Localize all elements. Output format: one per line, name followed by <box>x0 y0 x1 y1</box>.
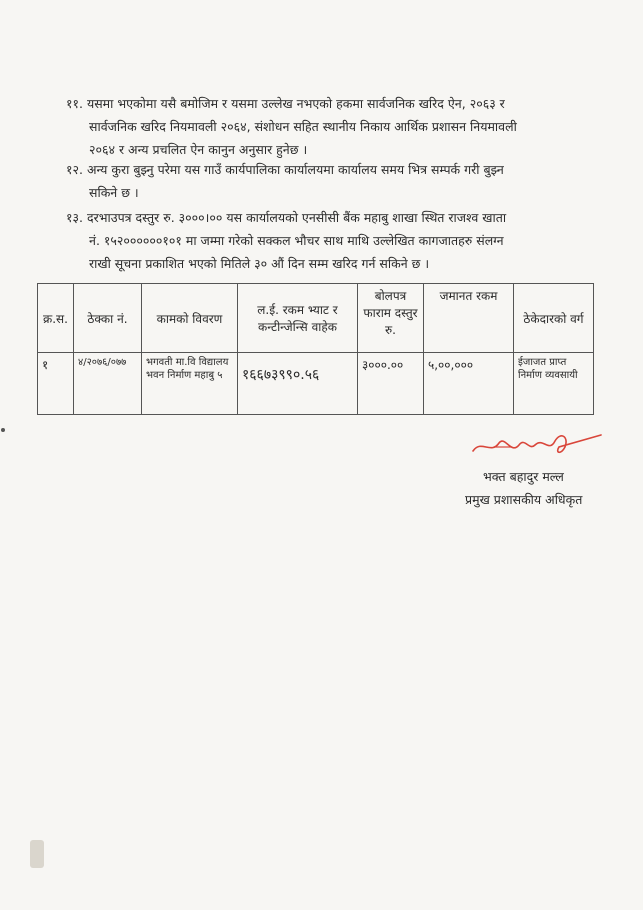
header-serial: क्र.स. <box>38 284 74 353</box>
signatory-name: भक्त बहादुर मल्ल <box>483 469 564 484</box>
table-row <box>38 353 594 415</box>
cell-bid-form-fee: ३०००.०० <box>358 353 424 415</box>
cell-estimated-amount: १६६७३९९०.५६ <box>238 353 358 415</box>
clause-11 <box>66 92 517 161</box>
header-bid-form-fee: बोलपत्र फाराम दस्तुर रु. <box>358 284 424 353</box>
clause-line: १२. अन्य कुरा बुझ्नु परेमा यस गाउँ कार्यपालिका कार्यालयमा कार्यालय समय भित्र सम्पर्क गरी बुझ्न <box>66 162 504 177</box>
clause-line: नं. १५२००००००१०१ मा जम्मा गरेको सक्कल भौचर साथ माथि उल्लेखित कागजातहरु संलग्न <box>89 233 504 248</box>
header-contract-no: ठेक्का नं. <box>74 284 142 353</box>
cell-serial: १ <box>38 353 74 415</box>
faded-mark <box>30 840 44 868</box>
scan-speck <box>1 428 5 432</box>
clause-line: राखी सूचना प्रकाशित भएको मितिले ३० औं दिन सम्म खरिद गर्न सकिने छ । <box>89 256 430 271</box>
header-security-amount: जमानत रकम <box>424 284 514 353</box>
clause-13 <box>66 206 506 275</box>
header-contractor-class: ठेकेदारको वर्ग <box>514 284 594 353</box>
cell-contract-no: ४/२०७६/०७७ <box>74 353 142 415</box>
cell-contractor-class: ईजाजत प्राप्त निर्माण व्यवसायी <box>514 353 594 415</box>
clause-line: सार्वजनिक खरिद नियमावली २०६४, संशोधन सहित स्थानीय निकाय आर्थिक प्रशासन नियमावली <box>89 119 517 134</box>
clause-12 <box>66 158 504 204</box>
clause-line: १३. दरभाउपत्र दस्तुर रु. ३०००।०० यस कार्यालयको एनसीसी बैंक महाबु शाखा स्थित राजश्व खाता <box>66 210 507 225</box>
header-estimated-amount: ल.ई. रकम भ्याट र कन्टीन्जेन्सि वाहेक <box>238 284 358 353</box>
clause-line: २०६४ र अन्य प्रचलित ऐन कानुन अनुसार हुनेछ । <box>89 142 308 157</box>
cell-security-amount: ५,००,००० <box>424 353 514 415</box>
signature-icon <box>465 425 605 465</box>
clause-line: ११. यसमा भएकोमा यसै बमोजिम र यसमा उल्लेख नभएको हकमा सार्वजनिक खरिद ऐन, २०६३ र <box>66 96 505 111</box>
cell-work-description: भगवती मा.वि विद्यालय भवन निर्माण महाबु ५ <box>142 353 238 415</box>
table-header-row <box>38 284 594 353</box>
clause-line: सकिने छ । <box>89 185 139 200</box>
signatory-title: प्रमुख प्रशासकीय अधिकृत <box>465 492 583 507</box>
header-work-description: कामको विवरण <box>142 284 238 353</box>
tender-table <box>37 283 594 415</box>
